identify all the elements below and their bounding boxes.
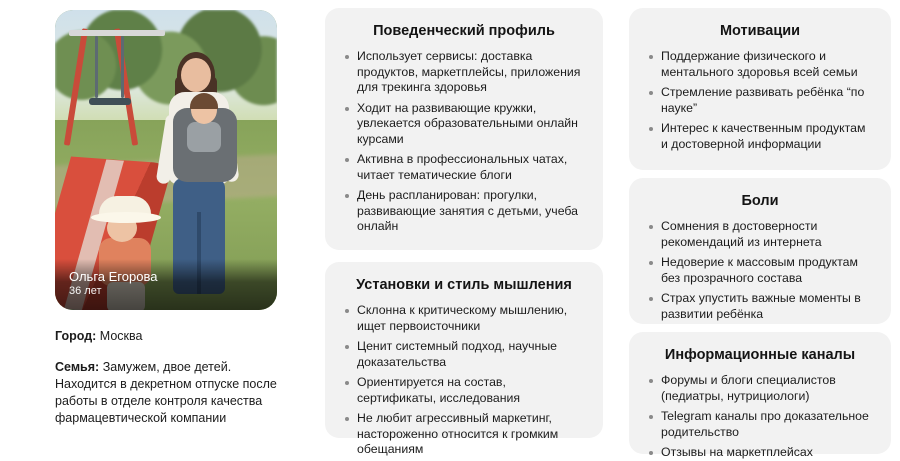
persona-family-label: Семья: <box>55 360 100 374</box>
card-pains <box>629 178 891 324</box>
card-information-channels <box>629 332 891 459</box>
persona-name: Ольга Егорова <box>69 269 158 284</box>
list-item: Использует сервисы: доставка продуктов, маркетплейсы, приложения для трекинга здоровья <box>357 49 587 96</box>
card-motivations <box>629 8 891 170</box>
list-item: Поддержание физического и ментального здоровья всей семьи <box>661 49 875 80</box>
list-item: Telegram каналы про доказательное родительство <box>661 409 875 440</box>
card-list <box>341 303 587 458</box>
list-item: Стремление развивать ребёнка “по науке” <box>661 85 875 116</box>
persona-city-row <box>55 328 291 345</box>
list-item: Сомнения в достоверности рекомендаций из интернета <box>661 219 875 250</box>
list-item: Недоверие к массовым продуктам без прозрачного состава <box>661 255 875 286</box>
card-title: Боли <box>741 193 779 209</box>
persona-meta <box>55 328 291 427</box>
card-behavioral-profile <box>325 8 603 250</box>
list-item: Склонна к критическому мышлению, ищет первоисточники <box>357 303 587 334</box>
card-list <box>645 219 875 322</box>
list-item: Активна в профессиональных чатах, читает тематические блоги <box>357 152 587 183</box>
list-item: Форумы и блоги специалистов (педиатры, нутрициологи) <box>661 373 875 404</box>
list-item: Ценит системный подход, научные доказательства <box>357 339 587 370</box>
list-item: Отзывы на маркетплейсах <box>661 445 875 461</box>
figure-baby <box>179 96 231 166</box>
list-item: Ходит на развивающие кружки, увлекается образовательными онлайн курсами <box>357 101 587 148</box>
card-mindset <box>325 262 603 456</box>
card-title: Мотивации <box>719 23 801 39</box>
persona-family-row <box>55 359 291 427</box>
card-title: Установки и стиль мышления <box>356 277 572 293</box>
card-list <box>645 49 875 152</box>
list-item: Страх упустить важные моменты в развитии ребёнка <box>661 291 875 322</box>
list-item: Ориентируется на состав, сертификаты, исследования <box>357 375 587 406</box>
persona-age: 36 лет <box>69 285 102 297</box>
persona-photo <box>55 10 277 310</box>
list-item: Не любит агрессивный маркетинг, настороженно относится к громким обещаниям <box>357 411 587 458</box>
card-list <box>341 49 587 235</box>
list-item: Интерес к качественным продуктам и достоверной информации <box>661 121 875 152</box>
persona-city-value: Москва <box>99 329 143 343</box>
persona-family-value: Замужем, двое детей. Находится в декретном отпуске после работы в отделе контроля качества фармацевтической компании <box>55 360 277 425</box>
card-title: Поведенческий профиль <box>373 23 555 39</box>
list-item: День распланирован: прогулки, развивающие занятия с детьми, учеба онлайн <box>357 188 587 235</box>
card-title: Информационные каналы <box>664 347 856 363</box>
persona-summary <box>55 10 295 441</box>
persona-city-label: Город: <box>55 329 97 343</box>
persona-name-overlay <box>55 259 277 310</box>
playground-swing <box>69 28 165 148</box>
card-list <box>645 373 875 461</box>
